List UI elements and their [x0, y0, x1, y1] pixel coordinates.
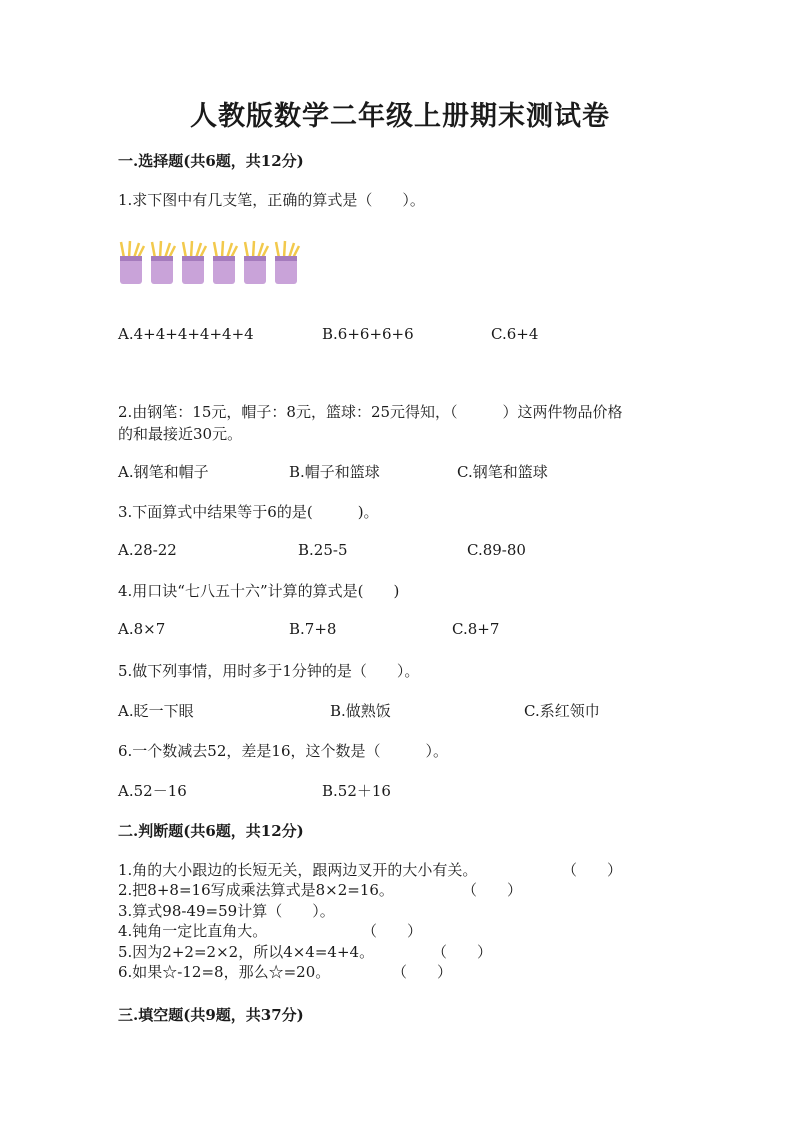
judge-6-answer-paren[interactable]: （ ） — [392, 963, 453, 981]
q3-option-b[interactable]: B.25-5 — [298, 541, 348, 559]
q2-option-b[interactable]: B.帽子和篮球 — [289, 463, 380, 481]
q4-option-b[interactable]: B.7+8 — [289, 620, 337, 638]
question-6: 6.一个数减去52，差是16，这个数是（ ）。 — [118, 742, 448, 760]
question-1: 1.求下图中有几支笔，正确的算式是（ ）。 — [118, 191, 425, 209]
pencil-cup-icon — [213, 241, 237, 284]
judge-1: 1.角的大小跟边的长短无关，跟两边叉开的大小有关。 — [118, 861, 478, 879]
pencil-cup-icon — [151, 241, 175, 284]
question-4: 4.用口诀“七八五十六”计算的算式是( ) — [118, 582, 400, 600]
q1-option-b[interactable]: B.6+6+6+6 — [322, 325, 414, 343]
q2-option-a[interactable]: A.钢笔和帽子 — [118, 463, 209, 481]
q3-option-a[interactable]: A.28-22 — [118, 541, 177, 559]
question-2-line-1: 2.由钢笔：15元，帽子：8元，篮球：25元得知，（ ）这两件物品价格 — [118, 403, 623, 421]
section-heading-judge: 二.判断题(共6题，共12分) — [118, 822, 304, 840]
q2-option-c[interactable]: C.钢笔和篮球 — [457, 463, 548, 481]
q5-option-b[interactable]: B.做熟饭 — [330, 702, 391, 720]
question-3: 3.下面算式中结果等于6的是( )。 — [118, 503, 379, 521]
judge-5: 5.因为2+2=2×2，所以4×4=4+4。 — [118, 943, 375, 961]
pencil-cups-image — [118, 240, 308, 286]
pencil-cup-icon — [275, 241, 299, 284]
pencil-cup-icon — [120, 241, 144, 284]
question-2-line-2: 的和最接近30元。 — [118, 425, 243, 443]
pencil-cup-icon — [244, 241, 268, 284]
judge-3: 3.算式98-49=59计算（ ）。 — [118, 902, 335, 920]
q5-option-a[interactable]: A.眨一下眼 — [118, 702, 194, 720]
judge-2-answer-paren[interactable]: （ ） — [462, 881, 523, 899]
judge-4: 4.钝角一定比直角大。 — [118, 922, 268, 940]
question-5: 5.做下列事情，用时多于1分钟的是（ ）。 — [118, 662, 420, 680]
pencil-cup-icon — [182, 241, 206, 284]
q1-option-c[interactable]: C.6+4 — [491, 325, 539, 343]
q1-option-a[interactable]: A.4+4+4+4+4+4 — [118, 325, 254, 343]
judge-2: 2.把8+8=16写成乘法算式是8×2=16。 — [118, 881, 394, 899]
judge-4-answer-paren[interactable]: （ ） — [362, 922, 423, 940]
section-heading-fill: 三.填空题(共9题，共37分) — [118, 1006, 304, 1024]
q6-option-a[interactable]: A.52－16 — [118, 782, 187, 800]
q6-option-b[interactable]: B.52＋16 — [322, 782, 391, 800]
judge-5-answer-paren[interactable]: （ ） — [432, 943, 493, 961]
q3-option-c[interactable]: C.89-80 — [467, 541, 526, 559]
judge-1-answer-paren[interactable]: （ ） — [562, 861, 623, 879]
judge-6: 6.如果☆-12=8，那么☆=20。 — [118, 963, 331, 981]
section-heading-choice: 一.选择题(共6题，共12分) — [118, 152, 304, 170]
q5-option-c[interactable]: C.系红领巾 — [524, 702, 600, 720]
q4-option-a[interactable]: A.8×7 — [118, 620, 166, 638]
page-title: 人教版数学二年级上册期末测试卷 — [190, 101, 610, 132]
q4-option-c[interactable]: C.8+7 — [452, 620, 500, 638]
